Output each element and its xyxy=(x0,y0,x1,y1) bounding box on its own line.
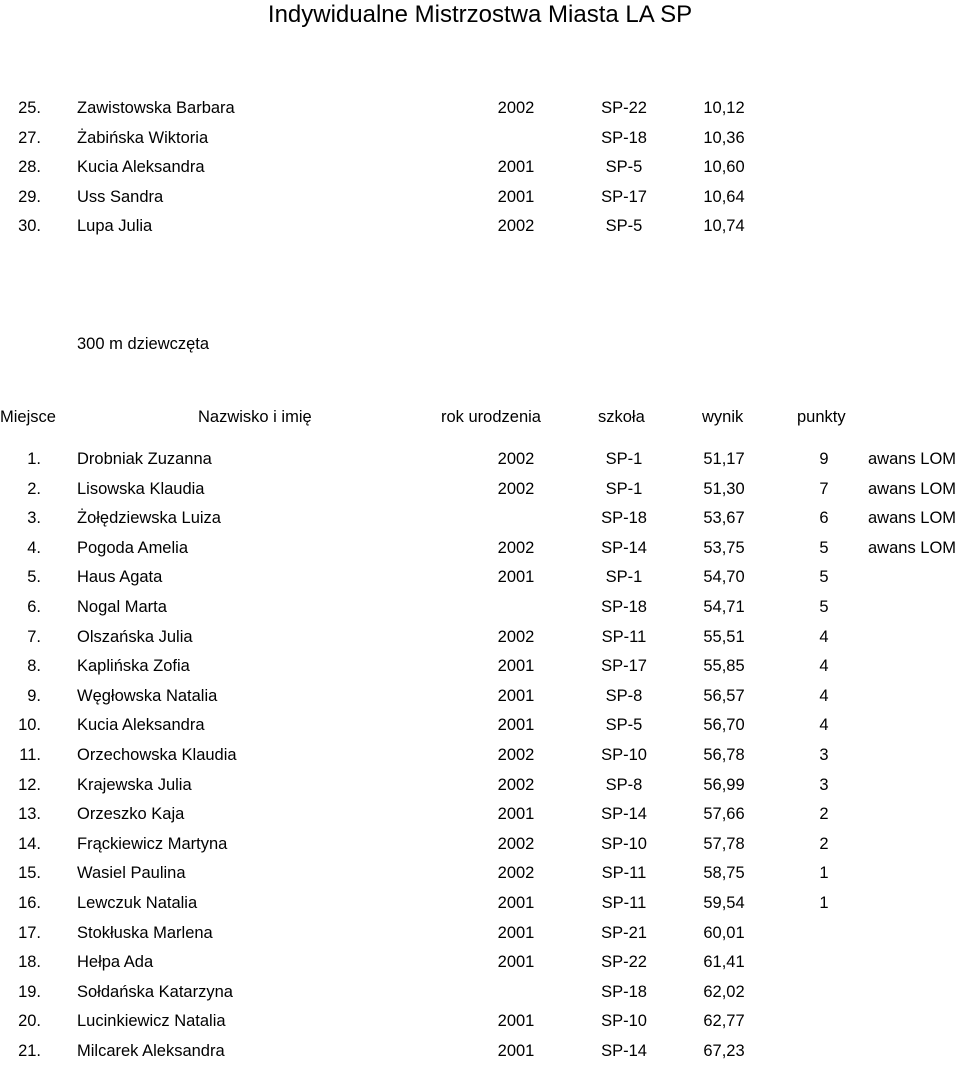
column-header-place: Miejsce xyxy=(0,408,56,426)
school: SP-21 xyxy=(601,923,647,942)
result: 56,57 xyxy=(703,686,745,705)
result: 56,70 xyxy=(703,716,745,735)
athlete-name: Haus Agata xyxy=(77,568,163,587)
birth-year: 2001 xyxy=(497,188,535,206)
athlete-name: Kucia Aleksandra xyxy=(77,158,205,176)
result: 60,01 xyxy=(703,923,745,942)
birth-year: 2001 xyxy=(497,568,535,587)
list-item xyxy=(0,124,960,152)
place-number: 12. xyxy=(18,775,41,794)
athlete-name: Wasiel Paulina xyxy=(77,864,186,883)
birth-year: 2001 xyxy=(497,805,535,824)
place-number: 19. xyxy=(18,982,41,1001)
school: SP-22 xyxy=(601,953,647,972)
place-number: 18. xyxy=(18,953,41,972)
school: SP-1 xyxy=(605,568,643,587)
list-item xyxy=(0,153,960,181)
table-row xyxy=(0,445,960,473)
table-row xyxy=(0,652,960,680)
school: SP-10 xyxy=(601,746,647,764)
school: SP-18 xyxy=(601,598,647,616)
school: SP-1 xyxy=(605,479,643,498)
table-row xyxy=(0,889,960,917)
athlete-name: Lisowska Klaudia xyxy=(77,479,205,498)
result: 51,17 xyxy=(703,450,745,468)
result: 10,64 xyxy=(703,188,745,206)
result: 56,78 xyxy=(703,746,745,764)
points: 4 xyxy=(819,716,829,735)
school: SP-18 xyxy=(601,129,647,147)
place-number: 27. xyxy=(18,129,41,147)
table-row xyxy=(0,1037,960,1065)
result: 57,66 xyxy=(703,805,745,824)
athlete-name: Zawistowska Barbara xyxy=(77,99,235,117)
qualification-note: awans LOM xyxy=(868,479,957,498)
athlete-name: Drobniak Zuzanna xyxy=(77,450,212,468)
column-header-year: rok urodzenia xyxy=(441,408,541,426)
table-row xyxy=(0,504,960,532)
school: SP-17 xyxy=(601,188,647,206)
athlete-name: Orzeszko Kaja xyxy=(77,805,185,824)
result: 53,75 xyxy=(703,538,745,557)
birth-year: 2002 xyxy=(497,834,535,853)
athlete-name: Kaplińska Zofia xyxy=(77,657,190,676)
table-row xyxy=(0,623,960,651)
result: 10,74 xyxy=(703,217,745,235)
result: 62,77 xyxy=(703,1012,745,1031)
result: 51,30 xyxy=(703,479,745,498)
school: SP-8 xyxy=(605,686,643,705)
points: 6 xyxy=(819,509,829,528)
points xyxy=(784,948,864,976)
school: SP-5 xyxy=(605,158,643,176)
page-title: Indywidualne Mistrzostwa Miasta LA SP xyxy=(267,1,693,28)
result: 54,70 xyxy=(703,568,745,587)
birth-year xyxy=(476,124,556,152)
birth-year: 2002 xyxy=(497,775,535,794)
athlete-name: Lucinkiewicz Natalia xyxy=(77,1012,226,1031)
school: SP-11 xyxy=(601,627,647,646)
result: 67,23 xyxy=(703,1042,745,1060)
school: SP-18 xyxy=(601,982,647,1001)
athlete-name: Olszańska Julia xyxy=(77,627,193,646)
birth-year: 2002 xyxy=(497,450,535,468)
birth-year: 2001 xyxy=(497,953,535,972)
place-number: 7. xyxy=(27,627,41,646)
result: 55,51 xyxy=(703,627,745,646)
birth-year: 2001 xyxy=(497,686,535,705)
table-row xyxy=(0,593,960,621)
place-number: 3. xyxy=(27,509,41,528)
points: 9 xyxy=(819,450,829,468)
table-row xyxy=(0,682,960,710)
table-row xyxy=(0,475,960,503)
school: SP-18 xyxy=(601,509,647,528)
birth-year: 2001 xyxy=(497,716,535,735)
table-header xyxy=(0,402,960,432)
birth-year xyxy=(476,504,556,532)
points: 4 xyxy=(819,627,829,646)
school: SP-5 xyxy=(605,217,643,235)
place-number: 15. xyxy=(18,864,41,883)
place-number: 17. xyxy=(18,923,41,942)
athlete-name: Stokłuska Marlena xyxy=(77,923,213,942)
athlete-name: Lewczuk Natalia xyxy=(77,894,198,912)
table-row xyxy=(0,948,960,976)
school: SP-10 xyxy=(601,1012,647,1031)
points: 2 xyxy=(819,805,829,824)
list-item xyxy=(0,183,960,211)
place-number: 30. xyxy=(18,217,41,235)
points: 3 xyxy=(819,746,829,764)
column-header-points: punkty xyxy=(797,408,846,426)
place-number: 6. xyxy=(27,598,41,616)
result: 61,41 xyxy=(703,953,745,972)
birth-year: 2002 xyxy=(497,217,535,235)
result: 10,12 xyxy=(703,99,745,117)
place-number: 21. xyxy=(18,1042,41,1060)
result: 59,54 xyxy=(703,894,745,912)
place-number: 2. xyxy=(27,479,41,498)
result: 54,71 xyxy=(703,598,745,616)
birth-year: 2001 xyxy=(497,657,535,676)
points: 5 xyxy=(819,538,829,557)
place-number: 11. xyxy=(19,746,41,764)
points xyxy=(784,919,864,947)
qualification-note: awans LOM xyxy=(868,450,957,468)
place-number: 28. xyxy=(18,158,41,176)
points: 2 xyxy=(819,834,829,853)
result: 58,75 xyxy=(703,864,745,883)
school: SP-11 xyxy=(601,864,647,883)
place-number: 1. xyxy=(27,450,41,468)
place-number: 16. xyxy=(18,894,41,912)
result: 57,78 xyxy=(703,834,745,853)
section-title: 300 m dziewczęta xyxy=(77,335,210,353)
school: SP-11 xyxy=(601,894,647,912)
table-row xyxy=(0,563,960,591)
place-number: 5. xyxy=(27,568,41,587)
qualification-note: awans LOM xyxy=(868,538,957,557)
birth-year: 2002 xyxy=(497,864,535,883)
school: SP-8 xyxy=(605,775,643,794)
table-row xyxy=(0,978,960,1006)
place-number: 20. xyxy=(18,1012,41,1031)
list-item xyxy=(0,212,960,240)
place-number: 4. xyxy=(27,538,41,557)
athlete-name: Hełpa Ada xyxy=(77,953,154,972)
place-number: 29. xyxy=(18,188,41,206)
table-row xyxy=(0,800,960,828)
birth-year: 2002 xyxy=(497,479,535,498)
list-item xyxy=(0,94,960,122)
table-row xyxy=(0,534,960,562)
points xyxy=(784,1007,864,1035)
school: SP-14 xyxy=(601,805,647,824)
athlete-name: Lupa Julia xyxy=(77,217,153,235)
birth-year xyxy=(476,978,556,1006)
place-number: 14. xyxy=(18,834,41,853)
result: 10,36 xyxy=(703,129,745,147)
points xyxy=(784,1037,864,1065)
athlete-name: Żabińska Wiktoria xyxy=(77,129,209,147)
athlete-name: Uss Sandra xyxy=(77,188,164,206)
school: SP-14 xyxy=(601,1042,647,1060)
table-row xyxy=(0,771,960,799)
table-row xyxy=(0,859,960,887)
athlete-name: Pogoda Amelia xyxy=(77,538,188,557)
athlete-name: Krajewska Julia xyxy=(77,775,192,794)
place-number: 13. xyxy=(18,805,41,824)
birth-year: 2002 xyxy=(497,538,535,557)
points: 3 xyxy=(819,775,829,794)
place-number: 10. xyxy=(18,716,41,735)
points: 1 xyxy=(819,894,829,912)
table-row xyxy=(0,1007,960,1035)
birth-year: 2001 xyxy=(497,1012,535,1031)
points: 5 xyxy=(819,598,829,616)
points: 7 xyxy=(819,479,829,498)
points: 1 xyxy=(819,864,829,883)
athlete-name: Żołędziewska Luiza xyxy=(77,509,221,528)
school: SP-17 xyxy=(601,657,647,676)
points: 4 xyxy=(819,686,829,705)
points: 5 xyxy=(819,568,829,587)
athlete-name: Nogal Marta xyxy=(77,598,167,616)
birth-year: 2001 xyxy=(497,1042,535,1060)
place-number: 25. xyxy=(18,99,41,117)
birth-year: 2002 xyxy=(497,627,535,646)
place-number: 9. xyxy=(27,686,41,705)
birth-year: 2001 xyxy=(497,923,535,942)
table-row xyxy=(0,741,960,769)
birth-year: 2001 xyxy=(497,894,535,912)
school: SP-14 xyxy=(601,538,647,557)
result: 56,99 xyxy=(703,775,745,794)
column-header-school: szkoła xyxy=(598,408,645,426)
result: 10,60 xyxy=(703,158,745,176)
column-header-name: Nazwisko i imię xyxy=(198,408,312,426)
athlete-name: Frąckiewicz Martyna xyxy=(77,834,228,853)
athlete-name: Węgłowska Natalia xyxy=(77,686,218,705)
school: SP-22 xyxy=(601,99,647,117)
school: SP-10 xyxy=(601,834,647,853)
table-row xyxy=(0,919,960,947)
table-row xyxy=(0,830,960,858)
result: 55,85 xyxy=(703,657,745,676)
athlete-name: Orzechowska Klaudia xyxy=(77,746,237,764)
birth-year: 2002 xyxy=(497,99,535,117)
birth-year: 2001 xyxy=(497,158,535,176)
athlete-name: Sołdańska Katarzyna xyxy=(77,982,233,1001)
result: 62,02 xyxy=(703,982,745,1001)
table-row xyxy=(0,711,960,739)
birth-year xyxy=(476,593,556,621)
points: 4 xyxy=(819,657,829,676)
birth-year: 2002 xyxy=(497,746,535,764)
qualification-note: awans LOM xyxy=(868,509,957,528)
school: SP-5 xyxy=(605,716,643,735)
athlete-name: Kucia Aleksandra xyxy=(77,716,205,735)
result: 53,67 xyxy=(703,509,745,528)
column-header-result: wynik xyxy=(702,408,744,426)
athlete-name: Milcarek Aleksandra xyxy=(77,1042,225,1060)
school: SP-1 xyxy=(605,450,643,468)
points xyxy=(784,978,864,1006)
place-number: 8. xyxy=(27,657,41,676)
